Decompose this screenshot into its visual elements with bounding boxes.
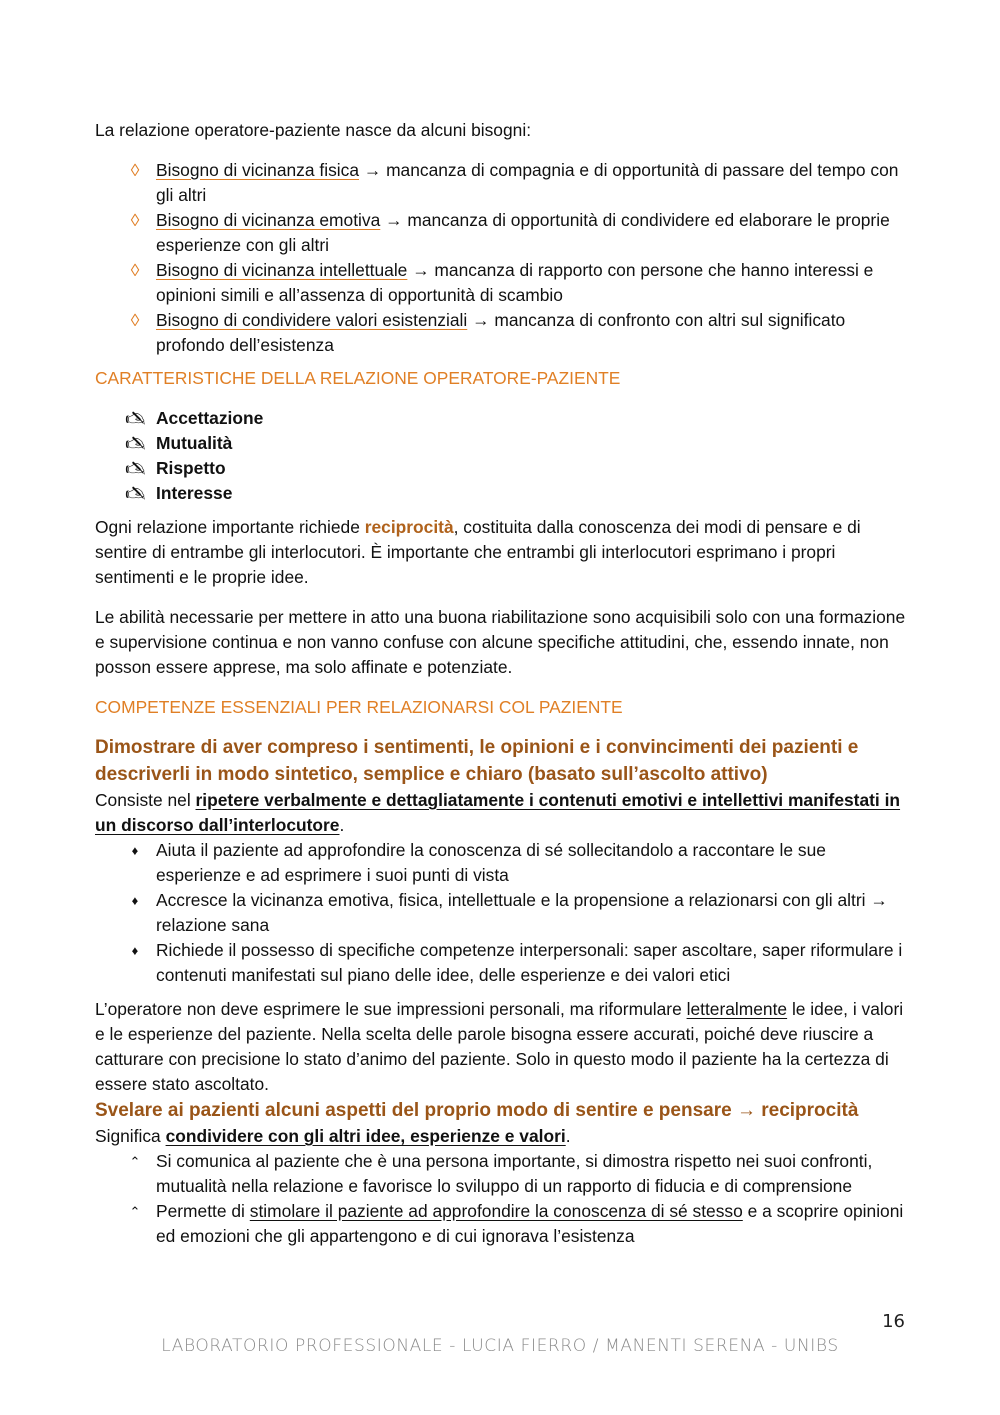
pencil-bullet-icon: 🖎 — [125, 408, 146, 428]
pencil-bullet-icon: 🖎 — [125, 483, 146, 503]
diamond-bullet-icon: ♦ — [131, 843, 139, 858]
diamond-bullet-icon: ◊ — [130, 260, 140, 280]
page-number: 16 — [882, 1311, 905, 1332]
competence-heading-1: Dimostrare di aver compreso i sentimenti, le opinioni e i convincimenti dei pazienti e descriverli in modo sintetico, semplice e chiaro (basato sull’ascolto attivo) — [95, 737, 859, 785]
list-item: ◊ Bisogno di vicinanza emotiva → mancanza di opportunità di condividere ed elaborare le proprie esperienze con gli altri — [95, 208, 910, 258]
intro-text: La relazione operatore-paziente nasce da alcuni bisogni: — [95, 120, 532, 140]
needs-list — [95, 158, 910, 358]
list-item: ◊ Bisogno di vicinanza fisica → mancanza di compagnia e di opportunità di passare del tempo con gli altri — [95, 158, 910, 208]
list-item: ⌃ Si comunica al paziente che è una persona importante, si dimostra rispetto nei suoi confronti, mutualità nella relazione e favorisce lo sviluppo di un rapporto di fiducia e di comprensione — [95, 1149, 910, 1199]
pencil-bullet-icon: 🖎 — [125, 433, 146, 453]
list-item: 🖎 Accettazione — [95, 406, 910, 431]
competence-2-bullets — [95, 1149, 910, 1249]
list-item: 🖎 Mutualità — [95, 431, 910, 456]
document-page — [95, 118, 910, 1249]
competence-definition-2: Significa condividere con gli altri idee, esperienze e valori. — [95, 1126, 571, 1146]
diamond-bullet-icon: ◊ — [130, 310, 140, 330]
list-item: ◊ Bisogno di vicinanza intellettuale → mancanza di rapporto con persone che hanno interessi e opinioni simili e all’assenza di opportunità di scambio — [95, 258, 910, 308]
diamond-bullet-icon: ◊ — [130, 210, 140, 230]
section-heading-characteristics: CARATTERISTICHE DELLA RELAZIONE OPERATORE-PAZIENTE — [95, 368, 621, 388]
diamond-bullet-icon: ♦ — [131, 893, 139, 908]
diamond-bullet-icon: ◊ — [130, 160, 140, 180]
reciprocity-paragraph: Ogni relazione importante richiede reciprocità, costituita dalla conoscenza dei modi di pensare e di sentire di entrambe gli interlocutori. È importante che entrambi gli interlocutori esprimano i propri sentimenti e le proprie idee. — [95, 517, 861, 587]
list-item: ♦ Aiuta il paziente ad approfondire la conoscenza di sé sollecitandolo a raccontare le sue esperienze e ad esprimere i suoi punti di vista — [95, 838, 910, 888]
list-item: 🖎 Interesse — [95, 481, 910, 506]
competence-definition-1: Consiste nel ripetere verbalmente e dettagliatamente i contenuti emotivi e intellettivi manifestati in un discorso dall’interlocutore. — [95, 790, 901, 835]
competence-1-bullets — [95, 838, 910, 988]
list-item: 🖎 Rispetto — [95, 456, 910, 481]
caret-bullet-icon: ⌃ — [129, 1154, 141, 1169]
pencil-bullet-icon: 🖎 — [125, 458, 146, 478]
characteristics-list — [95, 406, 910, 506]
page-footer: LABORATORIO PROFESSIONALE - LUCIA FIERRO / MANENTI SERENA - UNIBS — [161, 1336, 839, 1356]
operator-paragraph: L’operatore non deve esprimere le sue impressioni personali, ma riformulare letteralmente le idee, i valori e le esperienze del paziente. Nella scelta delle parole bisogna essere accurati, poiché deve riuscire a catturare con precisione lo stato d’animo del paziente. Solo in questo modo il paziente ha la certezza di essere stato ascoltato. — [95, 999, 904, 1094]
list-item: ♦ Richiede il possesso di specifiche competenze interpersonali: saper ascoltare, saper riformulare i contenuti manifestati sul piano delle idee, delle esperienze e dei valori etici — [95, 938, 910, 988]
list-item: ⌃ Permette di stimolare il paziente ad approfondire la conoscenza di sé stesso e a scoprire opinioni ed emozioni che gli appartengono e di cui ignorava l’esistenza — [95, 1199, 910, 1249]
list-item: ♦ Accresce la vicinanza emotiva, fisica, intellettuale e la propensione a relazionarsi con gli altri → relazione sana — [95, 888, 910, 938]
skills-paragraph: Le abilità necessarie per mettere in atto una buona riabilitazione sono acquisibili solo con una formazione e supervisione continua e non vanno confuse con alcune specifiche attitudini, che, essendo innate, non posson essere apprese, ma solo affinate e potenziate. — [95, 607, 906, 677]
list-item: ◊ Bisogno di condividere valori esistenziali → mancanza di confronto con altri sul significato profondo dell’esistenza — [95, 308, 910, 358]
competence-heading-2: Svelare ai pazienti alcuni aspetti del proprio modo di sentire e pensare → reciprocità — [95, 1100, 859, 1121]
caret-bullet-icon: ⌃ — [129, 1204, 141, 1219]
diamond-bullet-icon: ♦ — [131, 943, 139, 958]
section-heading-competences: COMPETENZE ESSENZIALI PER RELAZIONARSI COL PAZIENTE — [95, 697, 623, 717]
